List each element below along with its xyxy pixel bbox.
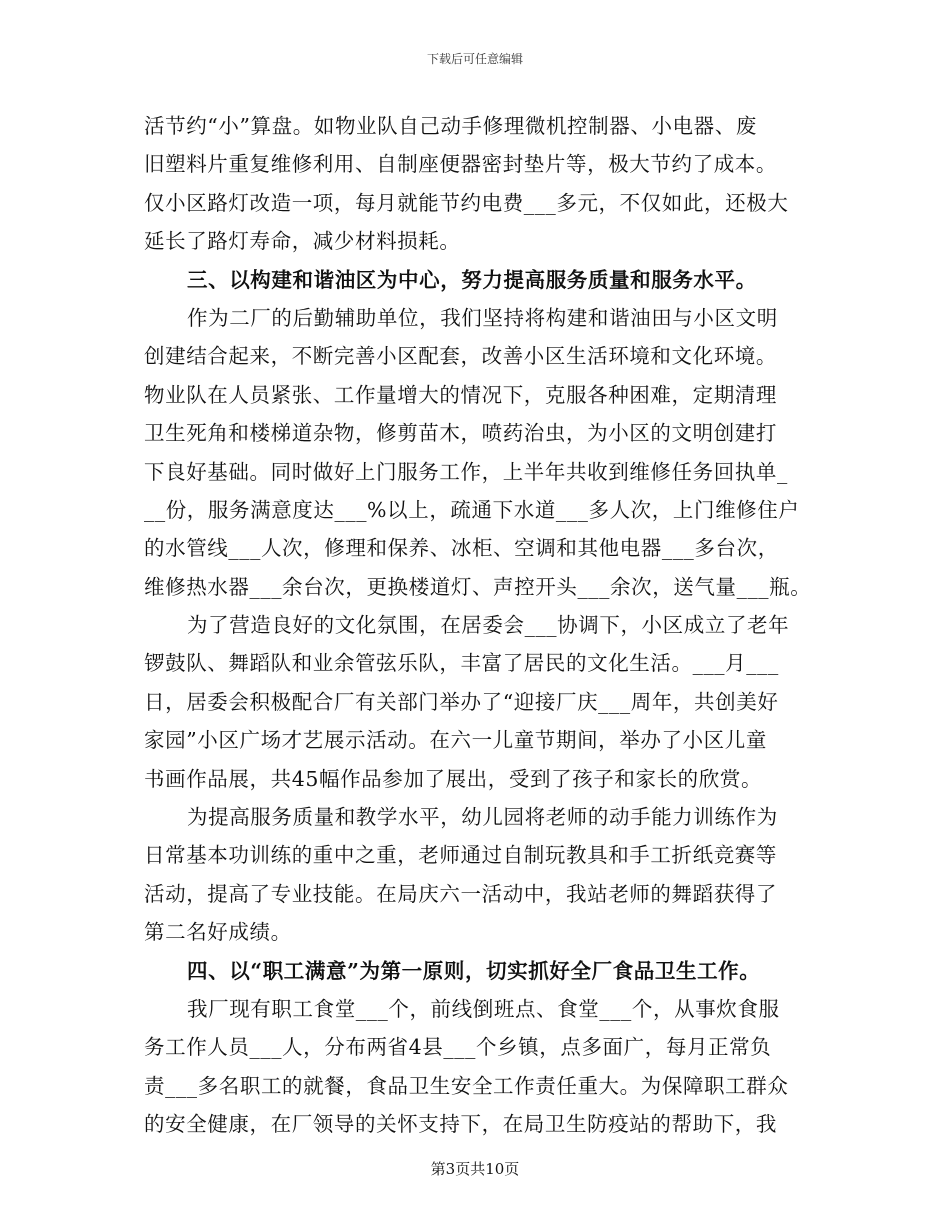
paragraph-line: 旧塑料片重复维修利用、自制座便器密封垫片等，极大节约了成本。	[144, 152, 777, 177]
paragraph-line: 创建结合起来，不断完善小区配套，改善小区生活环境和文化环境。	[144, 344, 777, 369]
paragraph-line: 的安全健康，在厂领导的关怀支持下，在局卫生防疫站的帮助下，我	[144, 1112, 777, 1137]
paragraph-line: 为了营造良好的文化氛围，在居委会___协调下，小区成立了老年	[187, 613, 790, 638]
paragraph-line: 锣鼓队、舞蹈队和业余管弦乐队，丰富了居民的文化生活。___月___	[144, 651, 779, 676]
paragraph-line: 物业队在人员紧张、工作量增大的情况下，克服各种困难，定期清理	[144, 382, 777, 407]
paragraph-line: 书画作品展，共45幅作品参加了展出，受到了孩子和家长的欣赏。	[144, 766, 763, 791]
section-heading: 三、以构建和谐油区为中心，努力提高服务质量和服务水平。	[187, 267, 757, 292]
paragraph-line: 延长了路灯寿命，减少材料损耗。	[144, 229, 461, 254]
paragraph-line: 的水管线___人次，修理和保养、冰柜、空调和其他电器___多台次，	[144, 536, 779, 561]
paragraph-line: 卫生死角和楼梯道杂物，修剪苗木，喷药治虫，为小区的文明创建打	[144, 421, 777, 446]
paragraph-line: 仅小区路灯改造一项，每月就能节约电费___多元，不仅如此，还极大	[144, 190, 789, 215]
paragraph-line: 日，居委会积极配合厂有关部门举办了“迎接厂庆___周年，共创美好	[144, 689, 779, 714]
paragraph-line: 下良好基础。同时做好上门服务工作，上半年共收到维修任务回执单_	[144, 459, 788, 484]
document-body	[144, 107, 812, 1144]
paragraph-line: 维修热水器___余台次，更换楼道灯、声控开头___余次，送气量___瓶。	[144, 574, 812, 599]
paragraph-line: 活动，提高了专业技能。在局庆六一活动中，我站老师的舞蹈获得了	[144, 881, 777, 906]
paragraph-line: 第二名好成绩。	[144, 920, 292, 945]
paragraph-line: 责___多名职工的就餐，食品卫生安全工作责任重大。为保障职工群众	[144, 1073, 789, 1098]
paragraph-line: 日常基本功训练的重中之重，老师通过自制玩教具和手工折纸竞赛等	[144, 843, 777, 868]
paragraph-line: 活节约“小”算盘。如物业队自己动手修理微机控制器、小电器、废	[144, 114, 757, 138]
paragraph-line: 为提高服务质量和教学水平，幼儿园将老师的动手能力训练作为	[187, 805, 778, 830]
paragraph-line: 务工作人员___人，分布两省4县___个乡镇，点多面广，每月正常负	[144, 1035, 772, 1060]
paragraph-line: 作为二厂的后勤辅助单位，我们坚持将构建和谐油田与小区文明	[187, 305, 778, 330]
paragraph-line: __份，服务满意度达___%以上，疏通下水道___多人次，上门维修住户	[144, 497, 800, 522]
page-footer: 第3页共10页	[430, 1160, 520, 1178]
paragraph-line: 家园”小区广场才艺展示活动。在六一儿童节期间，举办了小区儿童	[144, 728, 767, 753]
section-heading: 四、以“职工满意”为第一原则，切实抓好全厂食品卫生工作。	[187, 958, 761, 983]
paragraph-line: 我厂现有职工食堂___个，前线倒班点、食堂___个，从事炊食服	[187, 996, 780, 1021]
page-header: 下载后可任意编辑	[426, 52, 523, 66]
